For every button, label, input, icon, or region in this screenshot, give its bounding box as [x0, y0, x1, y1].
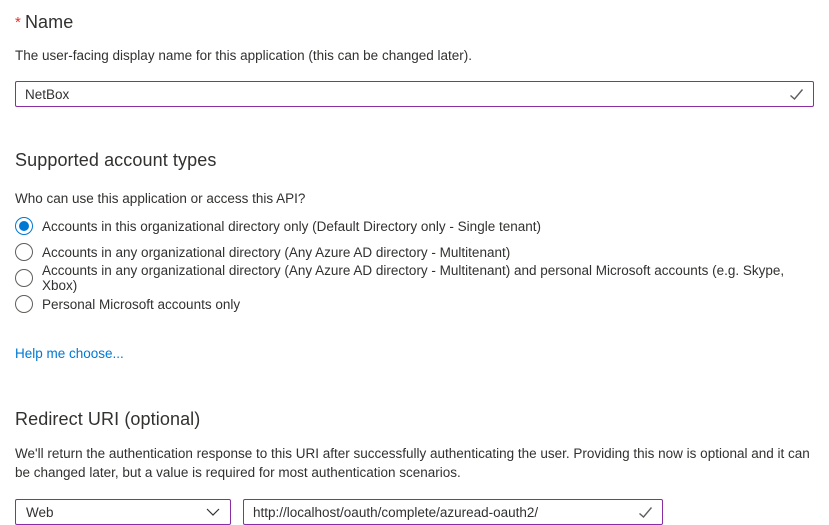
radio-option-personal-only[interactable]: [15, 295, 814, 313]
redirect-uri-input[interactable]: [253, 505, 630, 520]
radio-option-label: Accounts in this organizational directory only (Default Directory only - Single tenant): [42, 218, 541, 234]
name-field-wrapper: [15, 81, 814, 107]
account-types-section-title: Supported account types: [15, 150, 217, 170]
radio-option-multitenant-personal[interactable]: [15, 263, 814, 293]
name-section-title: [15, 12, 814, 33]
radio-option-multitenant[interactable]: [15, 243, 814, 261]
radio-option-label: Personal Microsoft accounts only: [42, 296, 241, 312]
radio-button-icon[interactable]: [15, 217, 33, 235]
platform-select-value: Web: [26, 504, 54, 520]
chevron-down-icon: [206, 508, 220, 516]
required-asterisk: *: [15, 14, 21, 31]
radio-option-single-tenant[interactable]: [15, 217, 814, 235]
radio-option-label: Accounts in any organizational directory (Any Azure AD directory - Multitenant) and personal Microsoft accounts (e.g. Skype, Xbox): [42, 263, 785, 293]
help-me-choose-link[interactable]: Help me choose...: [15, 346, 124, 361]
checkmark-icon: [638, 506, 653, 519]
radio-option-label: Accounts in any organizational directory (Any Azure AD directory - Multitenant): [42, 244, 511, 260]
platform-select-dropdown[interactable]: [15, 499, 231, 525]
account-types-question: Who can use this application or access this API?: [15, 191, 306, 206]
redirect-uri-field-wrapper: [243, 499, 663, 525]
name-title-text: Name: [24, 12, 74, 32]
radio-button-icon[interactable]: [15, 243, 33, 261]
account-types-radio-group: [15, 217, 814, 313]
redirect-uri-description: We'll return the authentication response to this URI after successfully authenticating the user. Providing this now is optional and it can be changed later, but a value is required for most authentication scenarios.: [15, 446, 810, 480]
checkmark-icon: [789, 88, 804, 101]
radio-button-icon[interactable]: [15, 269, 33, 287]
redirect-uri-section-title: Redirect URI (optional): [15, 409, 201, 429]
redirect-uri-row: [15, 499, 814, 525]
name-description: The user-facing display name for this application (this can be changed later).: [15, 48, 472, 63]
radio-button-icon[interactable]: [15, 295, 33, 313]
name-input[interactable]: [25, 87, 781, 102]
